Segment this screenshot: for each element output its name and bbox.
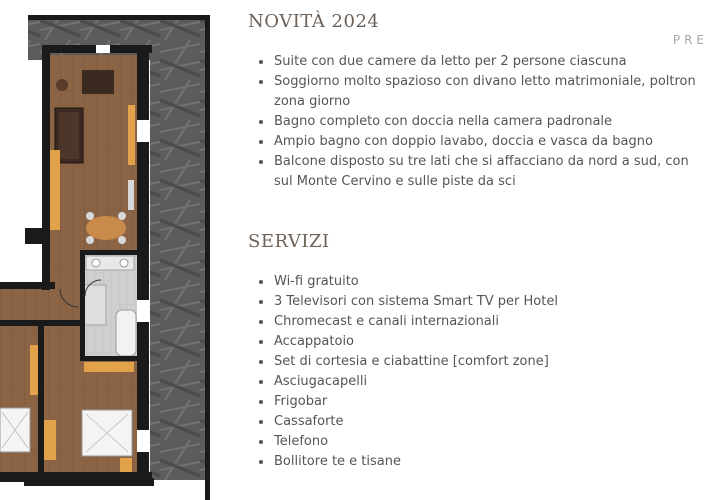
chair-4 <box>118 236 126 244</box>
list-item: Asciugacapelli <box>248 372 708 392</box>
list-item: Bagno completo con doccia nella camera padronale <box>248 112 708 132</box>
bathtub <box>116 310 136 356</box>
content-panel <box>248 0 708 500</box>
list-item: Cassaforte <box>248 412 708 432</box>
list-item: Chromecast e canali internazionali <box>248 312 708 332</box>
list-item: 3 Televisori con sistema Smart TV per Hotel <box>248 292 708 312</box>
list-item: Wi-fi gratuito <box>248 272 708 292</box>
list-item: Ampio bagno con doppio lavabo, doccia e vasca da bagno <box>248 132 708 152</box>
sink-left <box>92 259 100 267</box>
floor-plan-drawing <box>0 0 210 500</box>
chair-2 <box>118 212 126 220</box>
armchair <box>82 70 114 94</box>
list-item: Suite con due camere da letto per 2 persone ciascuna <box>248 52 708 72</box>
list-item: Bollitore te e tisane <box>248 452 708 472</box>
window-1 <box>96 45 110 53</box>
wall-cabinet-right <box>128 105 135 165</box>
servizi-heading: SERVIZI <box>248 231 330 252</box>
window-3 <box>137 300 149 322</box>
balcony-right <box>150 20 208 480</box>
pre-label: PRE <box>672 33 708 47</box>
servizi-list <box>248 272 708 472</box>
novita-heading: NOVITÀ 2024 <box>248 11 380 32</box>
novita-list <box>248 52 708 192</box>
floor-plan-image <box>0 0 210 500</box>
shower <box>84 285 106 325</box>
window-4 <box>137 430 149 452</box>
tv-unit <box>128 180 134 210</box>
list-item: Soggiorno molto spazioso con divano letto matrimoniale, poltron zona giorno <box>248 72 708 112</box>
window-2 <box>137 120 149 142</box>
plant <box>56 79 68 91</box>
chair-1 <box>86 212 94 220</box>
nightstand <box>44 420 56 460</box>
list-item: Telefono <box>248 432 708 452</box>
sink-right <box>120 259 128 267</box>
chair-3 <box>86 236 94 244</box>
list-item: Balcone disposto su tre lati che si affacciano da nord a sud, con sul Monte Cervino e sulle piste da sci <box>248 152 708 192</box>
sofa-bed-cushion <box>59 112 79 159</box>
side-table <box>120 458 132 472</box>
list-item: Accappatoio <box>248 332 708 352</box>
list-item: Frigobar <box>248 392 708 412</box>
dining-table <box>86 216 126 240</box>
list-item: Set di cortesia e ciabattine [comfort zone] <box>248 352 708 372</box>
wardrobe-right <box>84 362 134 372</box>
